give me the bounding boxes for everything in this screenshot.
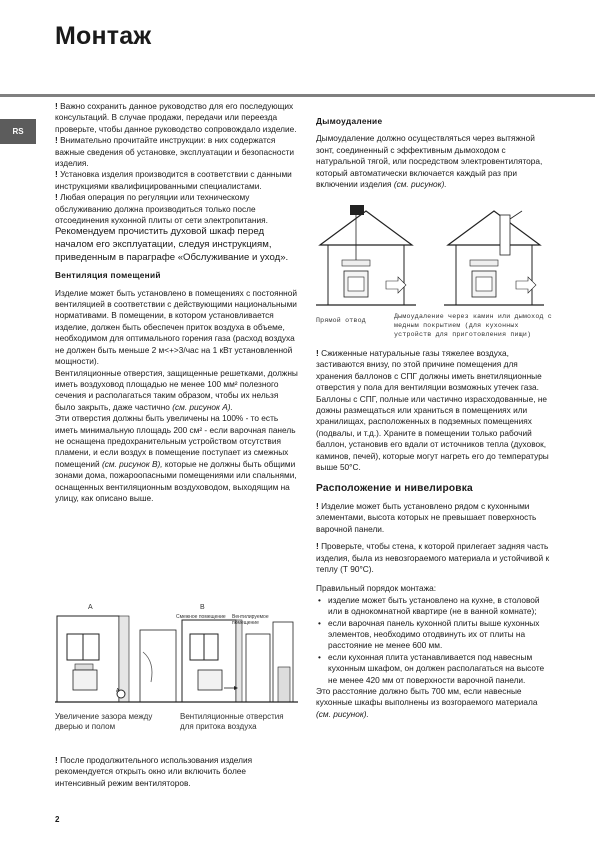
smoke-paragraph: Дымоудаление должно осуществляться через вытяжной зонт, соединенный с эффективным дымоходом с натуральной тягой, или посредством электровентилятора, который автоматически включается каждый раз при включении изделия (см. рисунок). <box>316 133 543 190</box>
figure-b-note-ventilated: Вентилируемое помещение <box>232 614 269 626</box>
figure-b-label: B <box>200 604 205 611</box>
order-end: Это расстояние должно быть 700 мм, если навесные кухонные шкафы выполнены из возгораемого материала (см. рисунок). <box>316 685 538 719</box>
header-rule <box>0 94 595 97</box>
smoke-exhaust-illustration <box>316 205 554 313</box>
direct-vent-caption: Прямой отвод <box>316 317 366 324</box>
note-2: ! Внимательно прочитайте инструкции: в них содержатся важные сведения об установке, эксплуатации и безопасности изделия. <box>55 135 295 169</box>
order-list <box>316 595 554 686</box>
exclamation-icon: ! <box>55 101 58 111</box>
exclamation-icon: ! <box>316 348 319 358</box>
left-column <box>55 101 298 504</box>
exclamation-icon: ! <box>316 500 319 511</box>
leveling-heading: Расположение и нивелировка <box>316 483 473 495</box>
after-use-note: ! После продолжительного использования изделия рекомендуется открыть окно или включить более интенсивный режим вентиляторов. <box>55 755 253 788</box>
figure-b-caption: Вентиляционные отверстия для притока воздуха <box>180 712 284 731</box>
ventilation-paragraph-1: Изделие может быть установлено в помещениях с постоянной вентиляцией в соответствии с действующими национальными нормативами. В помещении, в котором установливается изделие, должен быть обеспечен приток воздуха в объеме, необходимом для оптимального горения газа (расход воздуха не должен быть меньше 2 м<+>3/час на 1 кВт установленной мощности). <box>55 287 298 367</box>
chimney-caption: Дымоудаление через камин или дымоход с медным покрытием (для кухонных устройств для приготовления пищи) <box>394 313 552 338</box>
ventilation-paragraph-3: Эти отверстия должны быть увеличены на 100% - то есть иметь минимальную площадь 200 см² - если варочная панель не оснащена предохранительным устройством отсутствия пламени, и если воздух в помещение поступает из смежных помещений (см. рисунок В), которые не должны быть общими зонами дома, пожароопасными помещениями или спальнями, оснащенных вентиляционным воздуховодом, выходящим на улицу, как описано выше. <box>55 413 297 503</box>
figure-a-caption: Увеличение зазора между дверью и полом <box>55 712 153 731</box>
gas-paragraph-2: Баллоны с СПГ, полные или частично израсходованные, не дожны размещаться или храниться в помещениях или хранилищах, расположенных в подземных помещениях (подвалы, и т.д.). Храните в помещении только рабочий баллон, установив его вдали от источников тепла (духовок, каминов, печей), которые могут нагреть его до температуры выше 50°С. <box>316 393 549 473</box>
figure-b-note-adjacent: Смежное помещение <box>176 614 226 620</box>
order-title: Правильный порядок монтажа: <box>316 583 437 594</box>
list-item: • если кухонная плита устанавливается под навесным кухонным шкафом, он должен располагаться на высоте не менее 420 мм от поверхности варочной панели. <box>316 652 554 686</box>
note-4: ! Любая операция по регуляции или техническому обслуживанию должна производиться только после отсоединения кухонной плиты от сети электропитания. <box>55 192 268 226</box>
exclamation-icon: ! <box>55 192 58 203</box>
right-column-top <box>316 116 554 190</box>
note-3: ! Установка изделия производится в соответствии с данными инструкциями квалифицированными специалистами. <box>55 169 292 191</box>
figure-a-illustration <box>55 612 180 712</box>
list-item: • изделие может быть установлено на кухне, в столовой или в однокомнатной квартире (не в ванной комнате); <box>316 595 554 618</box>
gas-note: ! Сжиженные натуральные газы тяжелее воздуха, застиваются внизу, по этой причине помещения для хранения баллонов с СПГ должны иметь внетиляционные отверстия у пола для вентиляции возможных утечек газа. <box>316 348 542 393</box>
page-title: Монтаж <box>55 22 152 50</box>
ventilation-paragraph-2: Вентиляционные отверстия, защищенные решетками, должны иметь воздуховод площадью не менее 100 мм² полезного сечения и располагаться таким образом, чтобы их нельзя было закрыть, даже частично (см. рисунок А). <box>55 367 298 412</box>
svg-text:A: A <box>116 688 120 694</box>
language-tab: RS <box>0 119 36 144</box>
figure-a-label: A <box>88 604 93 611</box>
ventilation-heading: Вентиляция помещений <box>55 270 161 281</box>
right-column-bottom <box>316 348 554 720</box>
exclamation-icon: ! <box>55 169 58 180</box>
figure-b-illustration <box>180 612 298 712</box>
exclamation-icon: ! <box>316 541 319 552</box>
exclamation-icon: ! <box>55 135 58 146</box>
leveling-note-1: ! Изделие может быть установлено рядом с кухонными элементами, высота которых не превышает поверхность варочной панели. <box>316 500 537 534</box>
leveling-note-2: ! Проверьте, чтобы стена, к которой прилегает задняя часть изделия, была из невозгораемого материала и устойчивой к теплу (Т 90°С). <box>316 541 550 574</box>
note-1: ! Важно сохранить данное руководство для его последующих консультаций. В случае продажи, передачи или переезда проверьте, чтобы данное руководство сопровождало изделие. <box>55 101 297 134</box>
recommendation: Рекомендуем прочистить духовой шкаф перед началом его эксплуатации, следуя инструкциям, приведенным в параграфе «Обслуживание и уход». <box>55 226 289 263</box>
smoke-heading: Дымоудаление <box>316 116 383 126</box>
page-number: 2 <box>55 815 60 824</box>
list-item: • если варочная панель кухонной плиты выше кухонных элементов, необходимо отодвинуть их от плиты на расстояние не менее 600 мм. <box>316 618 554 652</box>
exclamation-icon: ! <box>55 755 58 765</box>
